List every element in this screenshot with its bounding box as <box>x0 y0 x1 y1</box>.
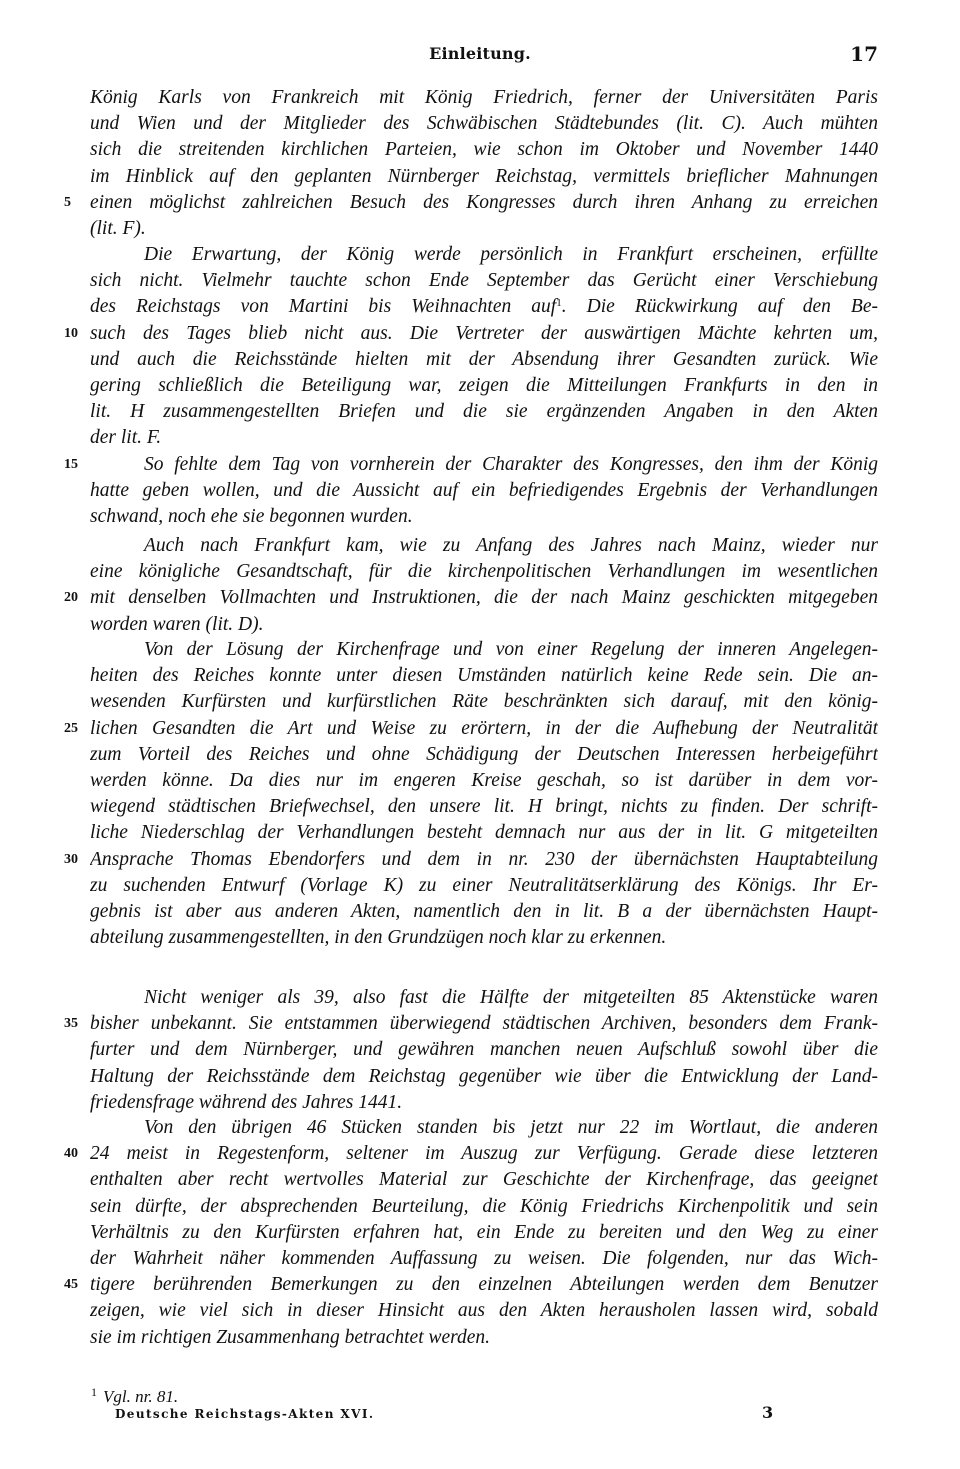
text-line <box>90 216 878 242</box>
line-text: zum Vorteil des Reiches und ohne Schädigung der Deutschen Interessen herbeigeführt <box>90 743 878 765</box>
line-text: und auch die Reichsstände hielten mit der Absendung ihrer Gesandten zurück. Wie <box>90 348 878 370</box>
line-number: 40 <box>64 1146 78 1162</box>
line-text: Auch nach Frankfurt kam, wie zu Anfang des Jahres nach Mainz, wieder nur <box>144 535 878 556</box>
line-text: liche Niederschlag der Verhandlungen besteht demnach nur aus der in lit. G mitgeteilten <box>90 822 878 844</box>
line-text: mit denselben Vollmachten und Instruktionen, die der nach Mainz geschickten mitgegeben <box>90 587 878 609</box>
text-line <box>90 504 878 530</box>
text-line <box>90 294 878 320</box>
line-text: Verhältnis zu den Kurfürsten erfahren hat, ein Ende zu bereiten und den Weg zu einer <box>90 1221 878 1243</box>
text-line <box>90 847 878 873</box>
text-line <box>90 111 878 137</box>
text-line <box>90 742 878 768</box>
line-text: wesenden Kurfürsten und kurfürstlichen Räte beschränkten sich darauf, mit den könig- <box>90 691 878 713</box>
text-line <box>90 268 878 294</box>
line-text-tail: . Die Rückwirkung auf den Be- <box>561 296 878 318</box>
page-number: 17 <box>850 42 878 66</box>
line-number: 10 <box>64 325 78 341</box>
text-line <box>90 1246 878 1272</box>
line-text: schwand, noch ehe sie begonnen wurden. <box>90 506 413 528</box>
text-line <box>90 85 878 111</box>
text-line <box>90 873 878 899</box>
line-text: eine königliche Gesandtschaft, für die kirchenpolitischen Verhandlungen im wesentlichen <box>90 561 878 583</box>
line-text: zeigen, wie viel sich in dieser Hinsicht aus den Akten herausholen lassen wird, sobald <box>90 1300 878 1322</box>
text-line <box>90 1167 878 1193</box>
footnote-mark: 1 <box>91 1385 97 1399</box>
text-line <box>90 1194 878 1220</box>
line-number: 45 <box>64 1277 78 1293</box>
line-text: So fehlte dem Tag von vornherein der Charakter des Kongresses, den ihm der König <box>144 454 878 475</box>
sheet-number: 3 <box>762 1403 774 1422</box>
line-text: Haltung der Reichsstände dem Reichstag gegenüber wie über die Entwicklung der Land- <box>90 1065 878 1087</box>
line-text: gebnis ist aber aus anderen Akten, namentlich den in lit. B a der übernächsten Haupt- <box>90 901 878 922</box>
text-line <box>90 768 878 794</box>
text-line <box>90 559 878 585</box>
text-line <box>90 1115 878 1141</box>
line-text: hatte geben wollen, und die Aussicht auf ein befriedigendes Ergebnis der Verhandlungen <box>90 480 878 502</box>
line-number: 5 <box>64 194 71 210</box>
line-text: Nicht weniger als 39, also fast die Hälfte der mitgeteilten 85 Aktenstücke waren <box>144 987 878 1008</box>
line-text: zu suchenden Entwurf (Vorlage K) zu einer Neutralitätserklärung des Königs. Ihr Er- <box>90 874 878 896</box>
line-text: friedensfrage während des Jahres 1441. <box>90 1091 403 1113</box>
text-line <box>90 716 878 742</box>
running-title: Einleitung. <box>429 44 531 63</box>
footnote <box>91 1382 178 1407</box>
line-text: abteilung zusammengestellten, in den Grundzügen noch klar zu erkennen. <box>90 927 667 949</box>
text-line <box>90 1090 878 1116</box>
line-text: furter und dem Nürnberger, und gewähren manchen neuen Aufschluß sowohl über die <box>90 1039 878 1061</box>
line-text: einen möglichst zahlreichen Besuch des Kongresses durch ihren Anhang zu erreichen <box>90 191 878 213</box>
text-line <box>90 985 878 1011</box>
line-text: (lit. F). <box>90 218 146 239</box>
text-line <box>90 373 878 399</box>
line-text: Von den übrigen 46 Stücken standen bis jetzt nur 22 im Wortlaut, die anderen <box>144 1117 878 1138</box>
line-text: such des Tages blieb nicht aus. Die Vertreter der auswärtigen Mächte kehrten um, <box>90 322 878 344</box>
line-text: heiten des Reiches konnte unter diesen Umständen natürlich keine Rede sein. Die an- <box>90 665 878 687</box>
text-line <box>90 452 878 478</box>
line-text: worden waren (lit. D). <box>90 613 264 635</box>
text-line <box>90 533 878 559</box>
text-line <box>90 190 878 216</box>
text-line <box>90 425 878 451</box>
text-line <box>90 1141 878 1167</box>
line-text: im Hinblick auf den geplanten Nürnberger Reichstag, vermittels brieflicher Mahnungen <box>90 165 878 187</box>
line-number: 25 <box>64 720 78 736</box>
footnote-reference: 1 <box>556 297 562 310</box>
line-number: 35 <box>64 1016 78 1032</box>
line-number: 30 <box>64 851 78 867</box>
text-line <box>90 1064 878 1090</box>
text-line <box>90 1298 878 1324</box>
line-text: und Wien und der Mitglieder des Schwäbischen Städtebundes (lit. C). Auch mühten <box>90 113 878 135</box>
line-text: lichen Gesandten die Art und Weise zu erörtern, in der die Aufhebung der Neutralität <box>90 717 878 739</box>
text-line <box>90 347 878 373</box>
text-line <box>90 1037 878 1063</box>
text-line <box>90 399 878 425</box>
line-text: gering schließlich die Beteiligung war, zeigen die Mitteilungen Frankfurts in den in <box>90 375 878 396</box>
text-line <box>90 585 878 611</box>
line-text: Ansprache Thomas Ebendorfers und dem in nr. 230 der übernächsten Hauptabteilung <box>90 848 878 870</box>
line-text: Von der Lösung der Kirchenfrage und von einer Regelung der inneren Angelegen- <box>144 639 878 660</box>
line-number: 20 <box>64 590 78 606</box>
text-line <box>90 242 878 268</box>
line-text: werden könne. Da dies nur im engeren Kreise geschah, so ist darüber in dem vor- <box>90 770 878 791</box>
text-line <box>90 794 878 820</box>
line-text: sich die streitenden kirchlichen Parteien, wie schon im Oktober und November 1440 <box>90 139 878 161</box>
text-line <box>90 1272 878 1298</box>
line-text: sie im richtigen Zusammenhang betrachtet werden. <box>90 1326 491 1348</box>
line-text: bisher unbekannt. Sie entstammen überwiegend städtischen Archiven, besonders dem Frank- <box>90 1013 878 1035</box>
text-line <box>90 137 878 163</box>
text-line <box>90 612 878 638</box>
line-text: Die Erwartung, der König werde persönlich in Frankfurt erscheinen, erfüllte <box>144 244 878 265</box>
line-text: des Reichstags von Martini bis Weihnachten auf <box>90 296 557 318</box>
text-line <box>90 1325 878 1351</box>
text-line <box>90 1011 878 1037</box>
text-line <box>90 925 878 951</box>
line-text: der Wahrheit näher kommenden Auffassung zu weisen. Die folgenden, nur das Wich- <box>90 1248 878 1269</box>
line-text: wiegend städtischen Briefwechsel, den unsere lit. H bringt, nichts zu finden. Der schrift- <box>90 796 878 818</box>
text-line <box>90 321 878 347</box>
line-text: der lit. F. <box>90 427 162 449</box>
text-line <box>90 478 878 504</box>
text-line <box>90 899 878 925</box>
printer-signature: Deutsche Reichstags-Akten XVI. <box>115 1407 375 1421</box>
line-text: sich nicht. Vielmehr tauchte schon Ende September das Gerücht einer Verschiebung <box>90 270 878 292</box>
text-line <box>90 1220 878 1246</box>
line-number: 15 <box>64 457 78 472</box>
text-line <box>90 689 878 715</box>
running-head <box>0 44 960 68</box>
text-line <box>90 820 878 846</box>
text-line <box>90 663 878 689</box>
footnote-text: Vgl. nr. 81. <box>103 1387 179 1406</box>
line-text: 24 meist in Regestenform, seltener im Auszug zur Verfügung. Gerade diese letzteren <box>90 1143 878 1165</box>
line-text: König Karls von Frankreich mit König Friedrich, ferner der Universitäten Paris <box>90 87 878 108</box>
line-text: lit. H zusammengestellten Briefen und die sie ergänzenden Angaben in den Akten <box>90 401 878 423</box>
line-text: tigere berührenden Bemerkungen zu den einzelnen Abteilungen werden dem Benutzer <box>90 1274 878 1296</box>
line-text: enthalten aber recht wertvolles Material zur Geschichte der Kirchenfrage, das geeignet <box>90 1169 878 1191</box>
text-line <box>90 164 878 190</box>
line-text: sein dürfte, der absprechenden Beurteilung, die König Friedrichs Kirchenpolitik und sein <box>90 1195 878 1217</box>
text-line <box>90 637 878 663</box>
